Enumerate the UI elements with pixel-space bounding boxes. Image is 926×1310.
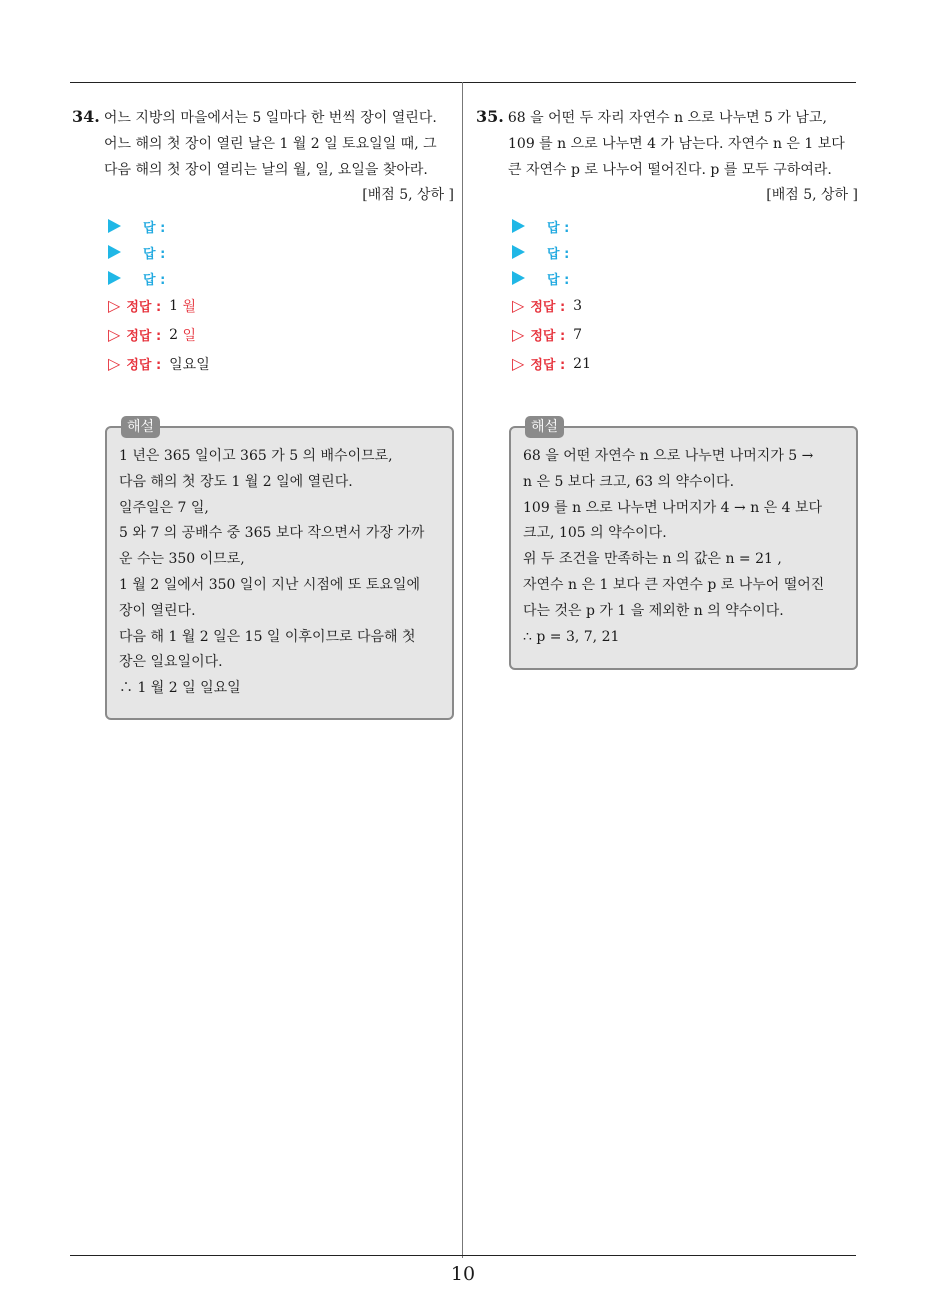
question-number: 34. bbox=[72, 107, 100, 126]
question-34 bbox=[72, 104, 456, 378]
answer-row bbox=[108, 213, 456, 239]
correct-label: 정답 : bbox=[530, 300, 566, 315]
correct-unit: 월 bbox=[182, 298, 197, 315]
answer-row bbox=[512, 213, 860, 239]
play-triangle-icon bbox=[108, 219, 121, 233]
solution-line: 109 를 n 으로 나누면 나머지가 4 → n 은 4 보다 bbox=[523, 499, 823, 516]
solution-line: 크고, 105 의 약수이다. bbox=[523, 525, 667, 542]
correct-answer-row bbox=[108, 291, 456, 320]
solution-line: 1 년은 365 일이고 365 가 5 의 배수이므로, bbox=[119, 448, 393, 464]
solution-line: 일주일은 7 일, bbox=[119, 499, 209, 516]
play-triangle-icon bbox=[512, 271, 525, 285]
correct-answer-row bbox=[108, 349, 456, 378]
solution-line: 다음 해 1 월 2 일은 15 일 이후이므로 다음해 첫 bbox=[119, 628, 416, 645]
question-text-line: 어느 해의 첫 장이 열린 날은 1 월 2 일 토요일일 때, 그 bbox=[104, 136, 437, 152]
correct-answer-row bbox=[108, 320, 456, 349]
play-triangle-icon bbox=[108, 271, 121, 285]
correct-answer-row bbox=[512, 320, 860, 349]
solution-line: ∴ p = 3, 7, 21 bbox=[523, 628, 620, 645]
question-34-stem bbox=[72, 104, 456, 183]
points-label: [배점 5, 상하 ] bbox=[362, 187, 454, 203]
solution-line: 다는 것은 p 가 1 을 제외한 n 의 약수이다. bbox=[523, 602, 784, 619]
outline-triangle-icon: ▷ bbox=[512, 296, 525, 315]
correct-answer-row bbox=[512, 291, 860, 320]
question-35 bbox=[476, 104, 860, 378]
play-triangle-icon bbox=[108, 245, 121, 259]
column-divider bbox=[462, 82, 463, 1258]
answer-block bbox=[476, 213, 860, 378]
answer-row bbox=[512, 265, 860, 291]
solution-line: 자연수 n 은 1 보다 큰 자연수 p 로 나누어 떨어진 bbox=[523, 576, 825, 593]
question-text-line: 큰 자연수 p 로 나누어 떨어진다. p 를 모두 구하여라. bbox=[508, 162, 832, 178]
correct-value: 7 bbox=[573, 326, 583, 343]
correct-value: 일요일 bbox=[169, 356, 210, 373]
answer-label: 답 : bbox=[547, 246, 570, 262]
question-35-stem bbox=[476, 104, 860, 183]
correct-label: 정답 : bbox=[126, 300, 162, 315]
solution-line: 운 수는 350 이므로, bbox=[119, 551, 245, 568]
solution-line: n 은 5 보다 크고, 63 의 약수이다. bbox=[523, 473, 735, 490]
solution-box-34 bbox=[105, 419, 454, 720]
answer-block bbox=[72, 213, 456, 378]
points-label: [배점 5, 상하 ] bbox=[766, 187, 858, 203]
correct-answer-row bbox=[512, 349, 860, 378]
correct-unit: 일 bbox=[182, 327, 197, 344]
solution-line: 장은 일요일이다. bbox=[119, 654, 223, 671]
bottom-rule bbox=[70, 1255, 856, 1256]
correct-label: 정답 : bbox=[530, 358, 566, 373]
answer-label: 답 : bbox=[143, 220, 166, 236]
question-text-line: 어느 지방의 마을에서는 5 일마다 한 번씩 장이 열린다. bbox=[103, 110, 437, 126]
play-triangle-icon bbox=[512, 219, 525, 233]
top-rule bbox=[70, 82, 856, 83]
correct-value: 3 bbox=[573, 297, 583, 314]
correct-label: 정답 : bbox=[530, 329, 566, 344]
question-text-line: 109 를 n 으로 나누면 4 가 남는다. 자연수 n 은 1 보다 bbox=[508, 136, 845, 152]
outline-triangle-icon: ▷ bbox=[108, 296, 121, 315]
solution-box-35 bbox=[509, 419, 858, 670]
answer-row bbox=[512, 239, 860, 265]
solution-line: 5 와 7 의 공배수 중 365 보다 작으면서 가장 가까 bbox=[119, 525, 425, 542]
answer-label: 답 : bbox=[143, 246, 166, 262]
answer-label: 답 : bbox=[547, 272, 570, 288]
correct-value: 21 bbox=[573, 355, 591, 372]
answer-label: 답 : bbox=[143, 272, 166, 288]
correct-value: 1 bbox=[169, 297, 179, 314]
solution-tag: 해설 bbox=[525, 416, 564, 438]
solution-line: 다음 해의 첫 장도 1 월 2 일에 열린다. bbox=[119, 473, 353, 490]
correct-value: 2 bbox=[169, 326, 179, 343]
outline-triangle-icon: ▷ bbox=[512, 354, 525, 373]
solution-line: 장이 열린다. bbox=[119, 602, 196, 619]
outline-triangle-icon: ▷ bbox=[512, 325, 525, 344]
correct-label: 정답 : bbox=[126, 329, 162, 344]
play-triangle-icon bbox=[512, 245, 525, 259]
solution-line: 위 두 조건을 만족하는 n 의 값은 n = 21 , bbox=[523, 551, 782, 568]
answer-row bbox=[108, 265, 456, 291]
solution-line: ∴ 1 월 2 일 일요일 bbox=[119, 680, 241, 697]
solution-tag: 해설 bbox=[121, 416, 160, 438]
page-number: 10 bbox=[450, 1263, 476, 1285]
solution-line: 1 월 2 일에서 350 일이 지난 시점에 또 토요일에 bbox=[119, 576, 420, 593]
question-text-line: 다음 해의 첫 장이 열리는 날의 월, 일, 요일을 찾아라. bbox=[104, 162, 428, 178]
question-text-line: 68 을 어떤 두 자리 자연수 n 으로 나누면 5 가 남고, bbox=[507, 110, 827, 126]
solution-line: 68 을 어떤 자연수 n 으로 나누면 나머지가 5 → bbox=[523, 448, 814, 464]
outline-triangle-icon: ▷ bbox=[108, 354, 121, 373]
question-number: 35. bbox=[476, 107, 504, 126]
correct-label: 정답 : bbox=[126, 358, 162, 373]
answer-row bbox=[108, 239, 456, 265]
outline-triangle-icon: ▷ bbox=[108, 325, 121, 344]
answer-label: 답 : bbox=[547, 220, 570, 236]
